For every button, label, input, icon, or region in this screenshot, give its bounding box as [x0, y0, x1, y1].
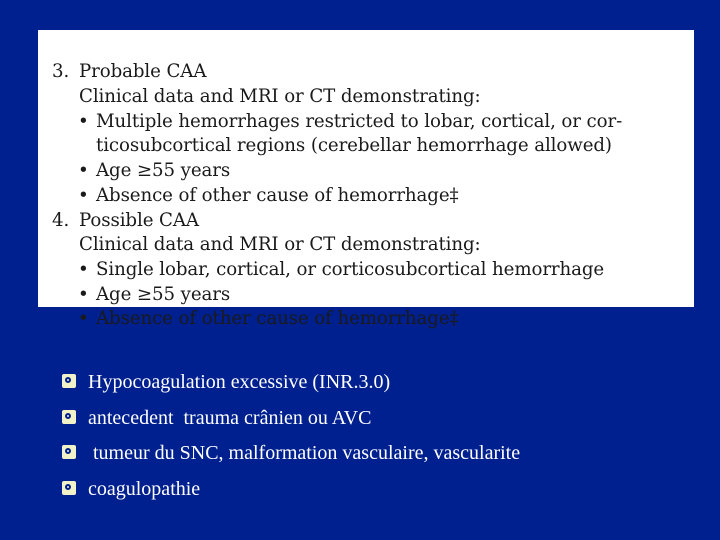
bullet-dot: •: [78, 111, 89, 132]
item3-bullet-2: Age ≥55 years: [96, 160, 231, 181]
item4-number: 4.: [52, 210, 70, 231]
note-text: coagulopathie: [88, 477, 201, 500]
item3-intro: Clinical data and MRI or CT demonstrating:: [79, 86, 481, 107]
bullet-dot: •: [78, 308, 89, 329]
item3-number: 3.: [52, 61, 70, 82]
item4-bullet-3: Absence of other cause of hemorrhage‡: [96, 308, 459, 329]
note-text: Hypocoagulation excessive (INR.3.0): [88, 371, 391, 393]
item4-bullet-2: Age ≥55 years: [96, 284, 231, 305]
bullet-dot: •: [78, 185, 89, 206]
note-text: antecedent trauma crânien ou AVC: [88, 406, 372, 429]
item4-bullet-1: Single lobar, cortical, or corticosubcortical hemorrhage: [96, 259, 605, 280]
bullet-dot: •: [78, 259, 89, 280]
item3-bullet-1-cont: ticosubcortical regions (cerebellar hemorrhage allowed): [96, 135, 612, 156]
checkbox-bullet-icon: [62, 481, 76, 495]
checkbox-bullet-icon: [62, 445, 76, 459]
item3-bullet-3: Absence of other cause of hemorrhage‡: [96, 185, 459, 206]
checkbox-bullet-icon: [62, 374, 76, 388]
criteria-panel: [38, 30, 694, 329]
bullet-dot: •: [78, 160, 89, 181]
item4-title: Possible CAA: [79, 210, 199, 231]
checkbox-bullet-icon: [62, 410, 76, 424]
item3-title: Probable CAA: [79, 61, 207, 82]
bullet-dot: •: [78, 284, 89, 305]
item3-bullet-1: Multiple hemorrhages restricted to lobar, cortical, or cor-: [96, 111, 623, 132]
item4-intro: Clinical data and MRI or CT demonstrating:: [79, 234, 481, 255]
note-text: tumeur du SNC, malformation vasculaire, vascularite: [88, 442, 521, 464]
